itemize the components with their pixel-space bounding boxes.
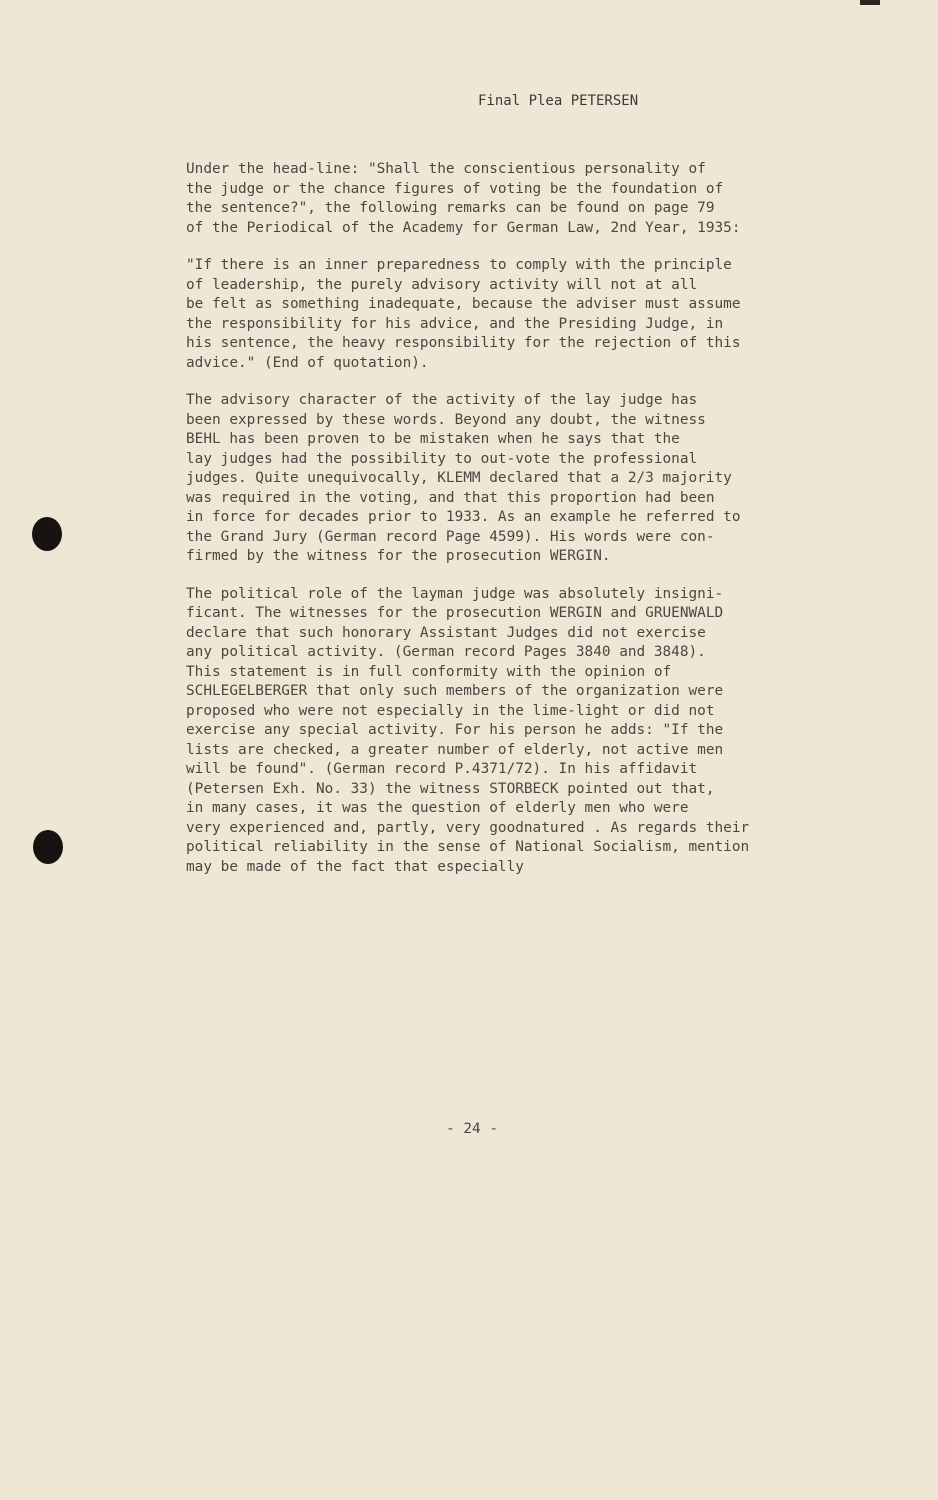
text-line: of leadership, the purely advisory activity will not at all	[186, 276, 698, 293]
body-text	[186, 160, 826, 895]
text-line: (Petersen Exh. No. 33) the witness STORBECK pointed out that,	[186, 780, 715, 797]
edge-mark	[860, 0, 880, 5]
text-line: "If there is an inner preparedness to comply with the principle	[186, 257, 732, 273]
text-line: advice." (End of quotation).	[186, 354, 429, 371]
text-line: declare that such honorary Assistant Judges did not exercise	[186, 624, 706, 641]
text-line: lay judges had the possibility to out-vote the professional	[186, 450, 698, 467]
text-line: proposed who were not especially in the lime-light or did not	[186, 702, 715, 719]
text-line: may be made of the fact that especially	[186, 858, 524, 875]
text-line: of the Periodical of the Academy for German Law, 2nd Year, 1935:	[186, 219, 741, 236]
punch-hole-top	[32, 517, 62, 551]
text-line: was required in the voting, and that this proportion had been	[186, 489, 715, 506]
text-line: his sentence, the heavy responsibility for the rejection of this	[186, 335, 741, 351]
text-line: be felt as something inadequate, because the adviser must assume	[186, 296, 741, 312]
text-line: The advisory character of the activity of the lay judge has	[186, 392, 698, 408]
text-line: political reliability in the sense of National Socialism, mention	[186, 839, 750, 855]
paragraph-1	[186, 160, 826, 238]
text-line: the responsibility for his advice, and the Presiding Judge, in	[186, 315, 724, 332]
text-line: the Grand Jury (German record Page 4599). His words were con-	[186, 528, 715, 545]
text-line: BEHL has been proven to be mistaken when he says that the	[186, 431, 680, 447]
text-line: the sentence?", the following remarks can be found on page 79	[186, 200, 715, 216]
text-line: judges. Quite unequivocally, KLEMM declared that a 2/3 majority	[186, 470, 732, 486]
paragraph-3	[186, 391, 826, 567]
text-line: firmed by the witness for the prosecution WERGIN.	[186, 548, 611, 564]
page-number: - 24 -	[446, 1121, 498, 1137]
paragraph-4	[186, 585, 826, 878]
text-line: in many cases, it was the question of elderly men who were	[186, 800, 689, 816]
text-line: very experienced and, partly, very goodnatured . As regards their	[186, 819, 750, 836]
text-line: lists are checked, a greater number of elderly, not active men	[186, 741, 724, 758]
punch-hole-bottom	[33, 830, 63, 864]
text-line: The political role of the layman judge was absolutely insigni-	[186, 585, 724, 602]
text-line: will be found". (German record P.4371/72). In his affidavit	[186, 761, 698, 777]
text-line: the judge or the chance figures of voting be the foundation of	[186, 180, 724, 197]
text-line: any political activity. (German record Pages 3840 and 3848).	[186, 644, 706, 660]
paragraph-2	[186, 256, 826, 373]
text-line: exercise any special activity. For his person he adds: "If the	[186, 722, 724, 738]
text-line: This statement is in full conformity with the opinion of	[186, 663, 672, 680]
page-header: Final Plea PETERSEN	[478, 93, 639, 109]
text-line: Under the head-line: "Shall the conscientious personality of	[186, 161, 706, 177]
text-line: SCHLEGELBERGER that only such members of the organization were	[186, 683, 724, 699]
text-line: in force for decades prior to 1933. As an example he referred to	[186, 509, 741, 525]
text-line: ficant. The witnesses for the prosecution WERGIN and GRUENWALD	[186, 605, 724, 621]
text-line: been expressed by these words. Beyond any doubt, the witness	[186, 411, 706, 428]
